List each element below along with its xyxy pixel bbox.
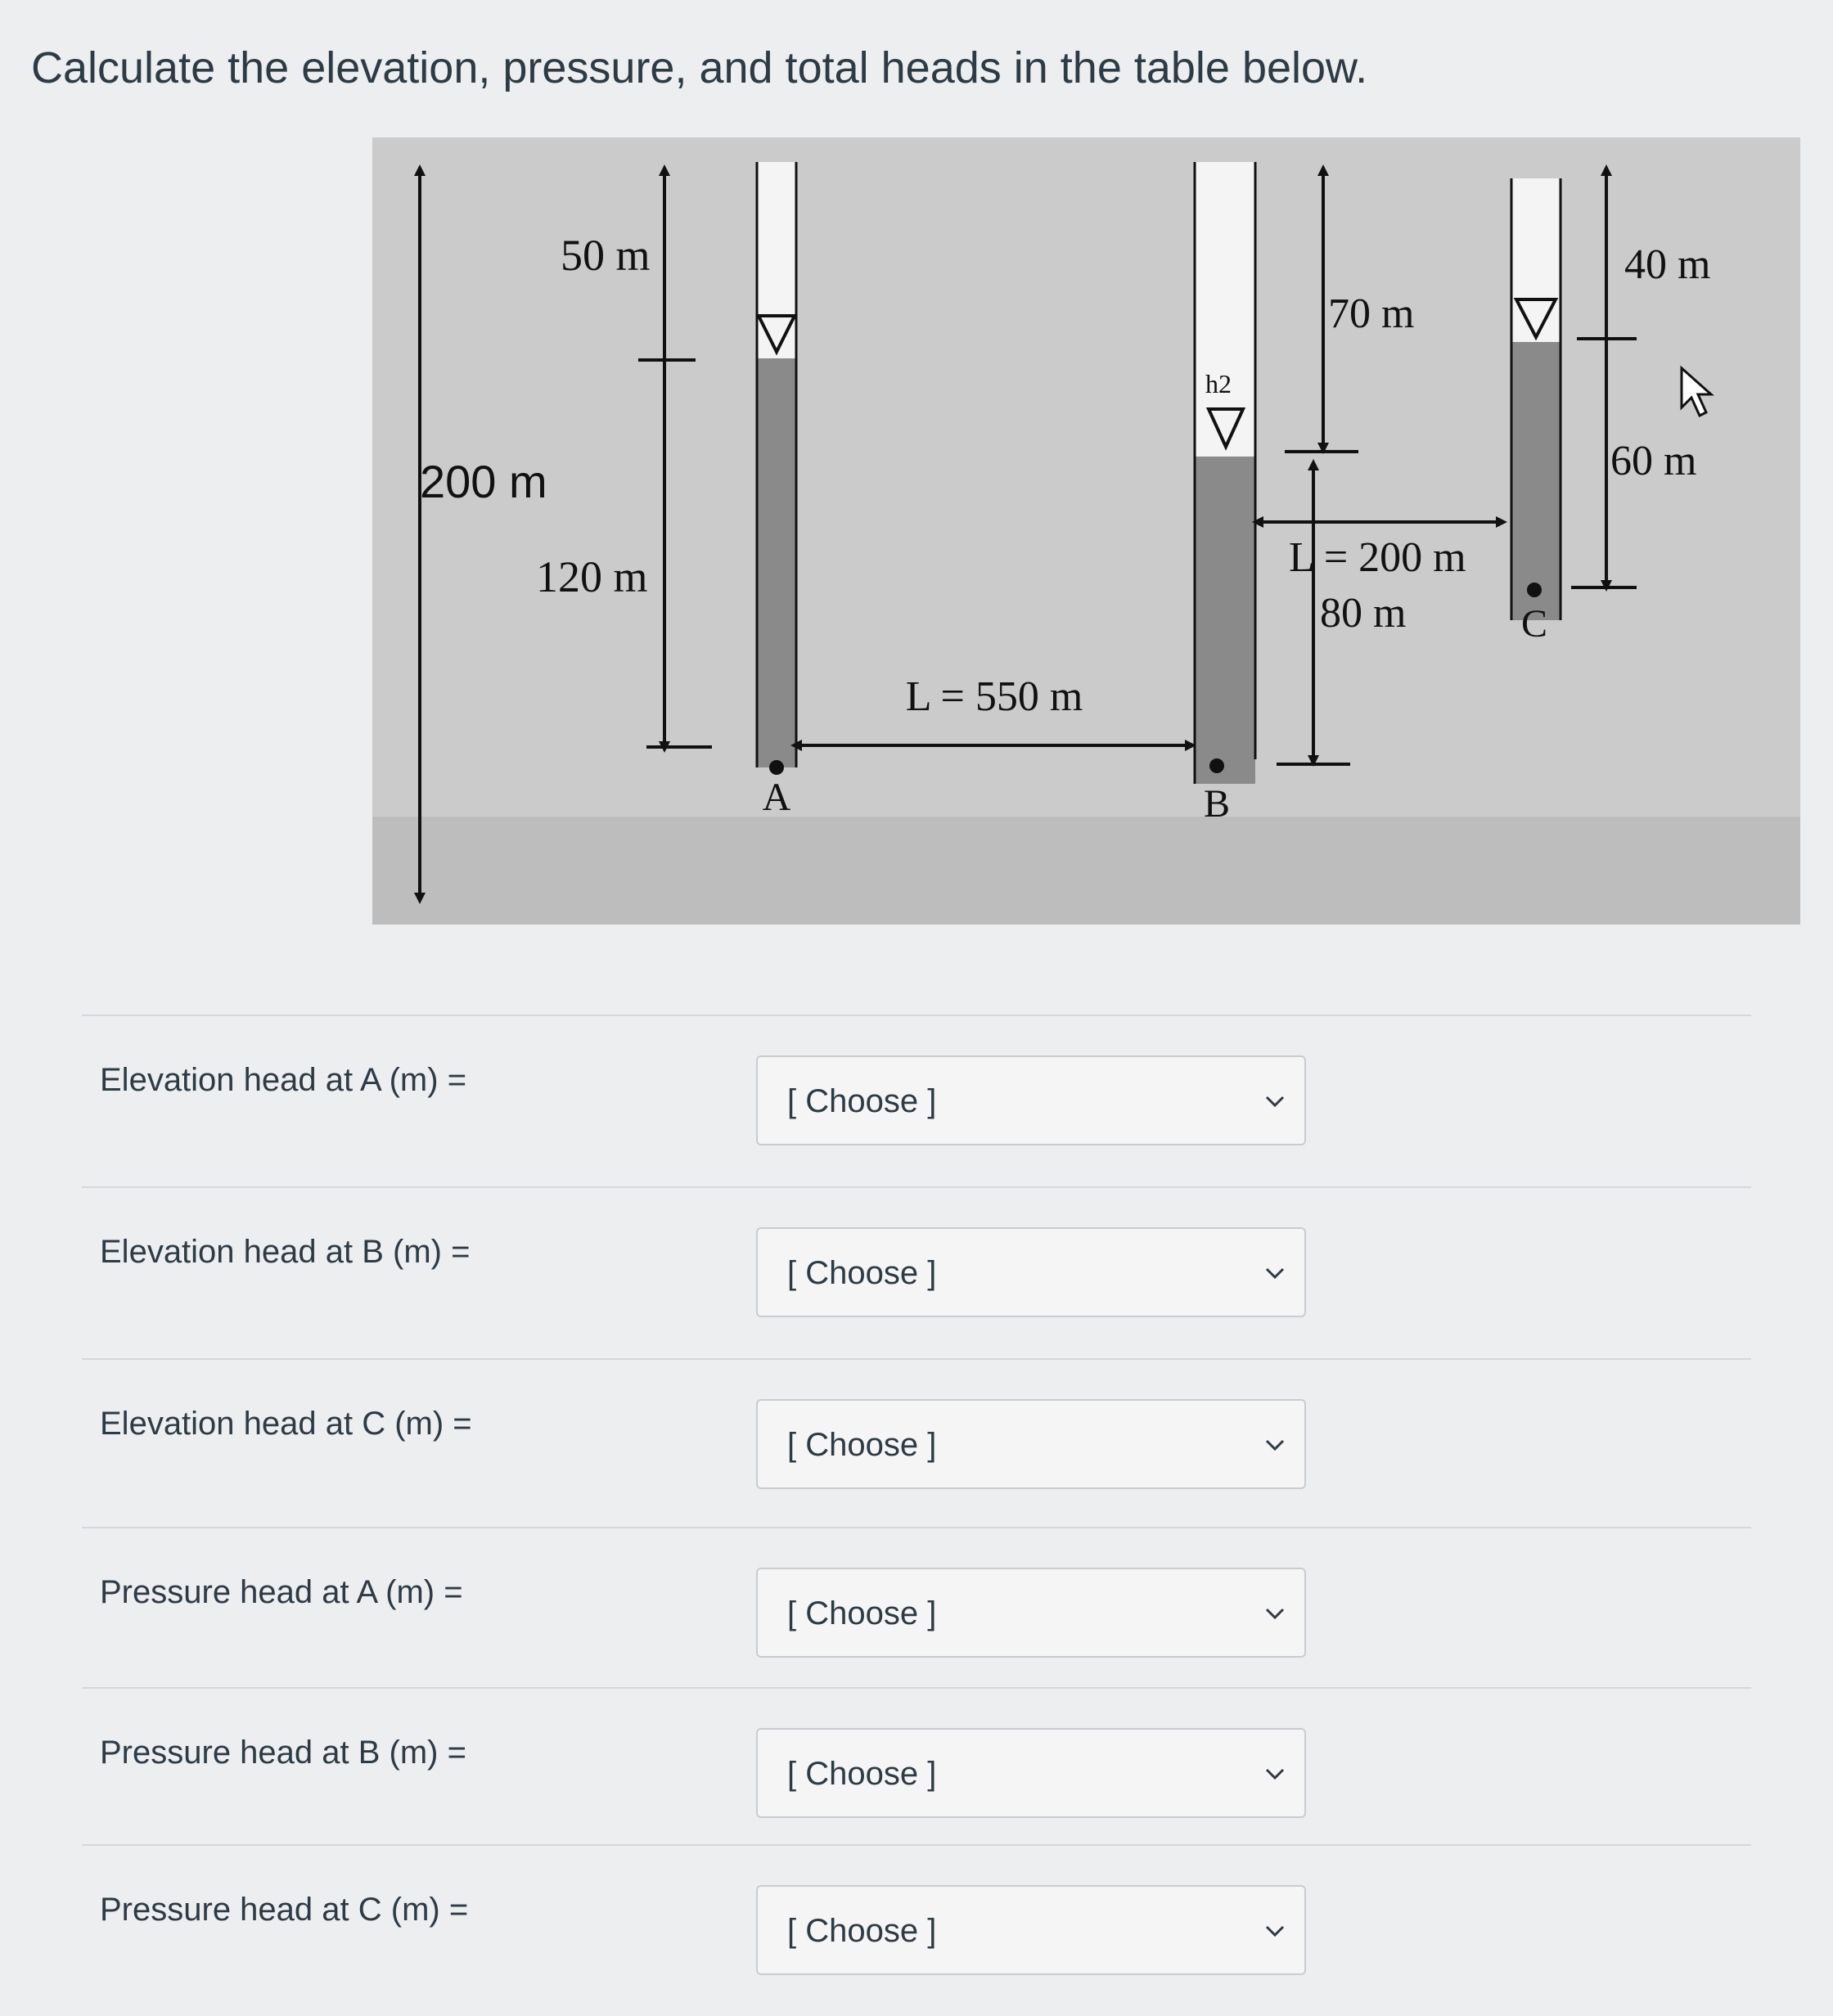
row-divider xyxy=(82,1527,1751,1528)
answer-dropdown[interactable] xyxy=(756,1227,1306,1317)
well-b xyxy=(1195,162,1255,826)
question-row xyxy=(82,1358,1751,1530)
question-row xyxy=(82,1186,1751,1358)
question-row xyxy=(82,1015,1751,1186)
answer-dropdown[interactable] xyxy=(756,1568,1306,1658)
label-120m: 120 m xyxy=(536,552,648,601)
chevron-down-icon xyxy=(1262,1088,1288,1114)
dropdown-value: [ Choose ] xyxy=(787,1427,937,1463)
label-l-200m: L = 200 m xyxy=(1289,534,1466,581)
question-row xyxy=(82,1527,1751,1699)
row-divider xyxy=(82,1844,1751,1846)
row-divider xyxy=(82,1358,1751,1360)
row-divider xyxy=(82,1015,1751,1016)
label-50m: 50 m xyxy=(561,231,651,280)
row-divider xyxy=(82,1687,1751,1689)
label-40m: 40 m xyxy=(1624,241,1711,288)
label-200m: 200 m xyxy=(420,456,547,507)
answer-dropdown[interactable] xyxy=(756,1399,1306,1489)
dropdown-value: [ Choose ] xyxy=(787,1255,937,1291)
well-c xyxy=(1511,178,1561,646)
answer-dropdown[interactable] xyxy=(756,1885,1306,1975)
question-row xyxy=(82,1687,1751,1859)
well-a xyxy=(757,162,796,819)
chevron-down-icon xyxy=(1262,1260,1288,1286)
chevron-down-icon xyxy=(1262,1432,1288,1458)
dropdown-value: [ Choose ] xyxy=(787,1913,937,1949)
row-label: Elevation head at A (m) = xyxy=(100,1062,467,1098)
row-label: Pressure head at A (m) = xyxy=(100,1574,463,1610)
label-60m: 60 m xyxy=(1610,438,1697,484)
label-70m: 70 m xyxy=(1328,290,1415,337)
question-row xyxy=(82,1844,1751,2016)
row-label: Pressure head at B (m) = xyxy=(100,1735,466,1771)
aquifer-diagram xyxy=(372,137,1800,925)
label-l-550m: L = 550 m xyxy=(905,673,1083,720)
chevron-down-icon xyxy=(1262,1761,1288,1787)
label-point-c: C xyxy=(1520,602,1548,646)
chevron-down-icon xyxy=(1262,1600,1288,1627)
answer-dropdown[interactable] xyxy=(756,1055,1306,1145)
row-divider xyxy=(82,1186,1751,1188)
chevron-down-icon xyxy=(1262,1918,1288,1944)
row-label: Elevation head at B (m) = xyxy=(100,1234,471,1270)
dropdown-value: [ Choose ] xyxy=(787,1083,937,1119)
label-h2: h2 xyxy=(1205,369,1232,398)
answer-dropdown[interactable] xyxy=(756,1728,1306,1818)
label-point-a: A xyxy=(762,776,791,819)
dropdown-value: [ Choose ] xyxy=(787,1595,937,1631)
label-80m: 80 m xyxy=(1320,590,1407,637)
dropdown-value: [ Choose ] xyxy=(787,1756,937,1792)
label-point-b: B xyxy=(1203,782,1231,826)
row-label: Elevation head at C (m) = xyxy=(100,1406,472,1442)
question-title: Calculate the elevation, pressure, and total heads in the table below. xyxy=(31,43,1368,92)
row-label: Pressure head at C (m) = xyxy=(100,1892,469,1928)
